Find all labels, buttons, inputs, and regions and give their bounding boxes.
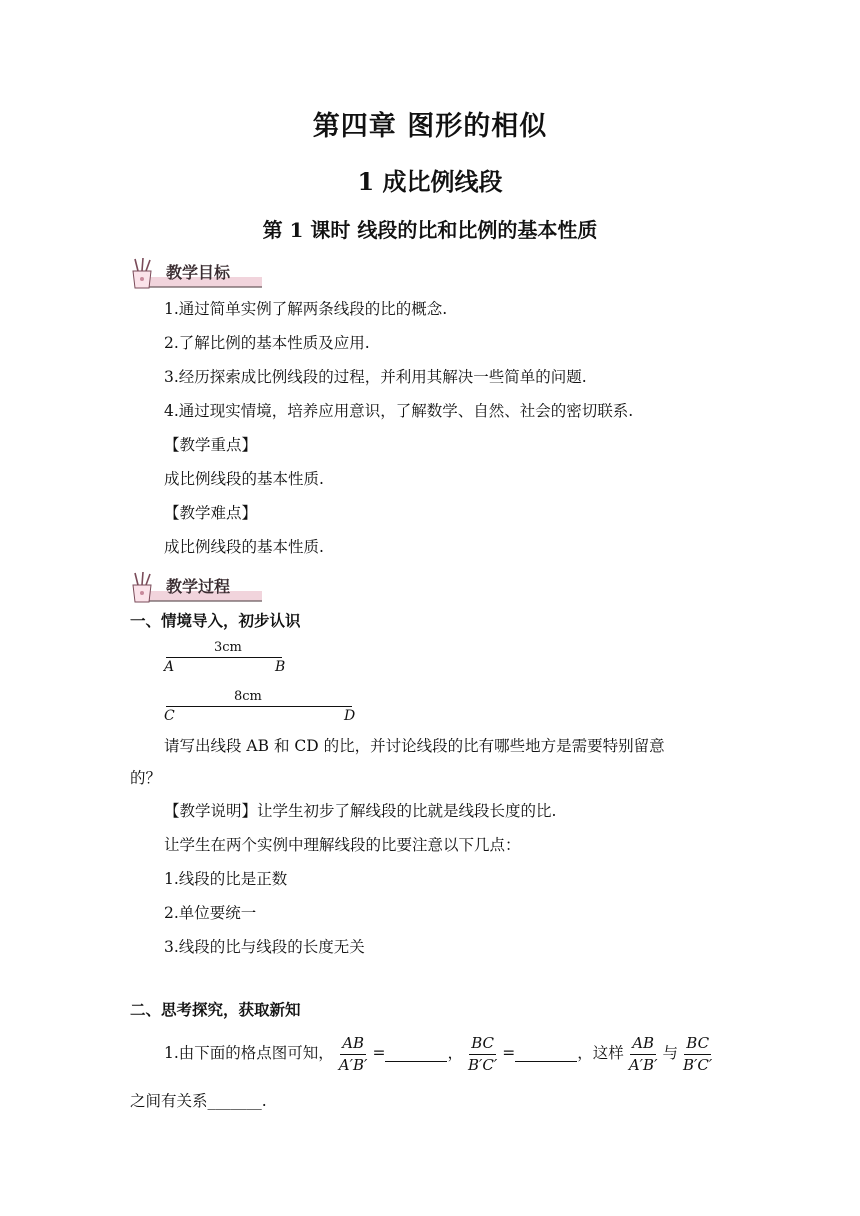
goals-banner <box>130 257 262 291</box>
q1-mid: ，这样 <box>577 1044 624 1063</box>
goal-item: 3.经历探索成比例线段的过程，并利用其解决一些简单的问题. <box>164 368 587 386</box>
section-title: 1 成比例线段 <box>357 167 503 196</box>
process-banner-label: 教学过程 <box>166 577 231 596</box>
question-text: 请写出线段 AB 和 CD 的比，并讨论线段的比有哪些地方是需要特别留意 <box>164 737 665 755</box>
fraction-ab-denominator: A′B′ <box>338 1055 368 1074</box>
segment-ab-line <box>166 657 282 658</box>
fraction-ab-numerator: AB <box>340 1036 366 1055</box>
fraction-ab <box>627 1033 660 1074</box>
question-1-cont: 之间有关系_______. <box>130 1092 267 1110</box>
q1-with: 与 <box>662 1044 678 1063</box>
equals-sign: = <box>372 1044 386 1063</box>
teaching-explanation: 【教学说明】让学生初步了解线段的比就是线段长度的比. <box>164 802 557 820</box>
question-text-cont: 的？ <box>130 769 162 787</box>
fraction-ab-numerator: AB <box>630 1036 656 1055</box>
note-item: 3.线段的比与线段的长度无关 <box>164 938 365 956</box>
fraction-bc-numerator: BC <box>684 1036 711 1055</box>
key-point: 成比例线段的基本性质. <box>164 470 324 488</box>
note-item: 1.线段的比是正数 <box>164 870 288 888</box>
q1-prefix: 1.由下面的格点图可知， <box>164 1044 334 1063</box>
part1-heading: 一、情境导入，初步认识 <box>130 611 301 630</box>
fraction-ab <box>337 1033 370 1074</box>
fraction-bc-numerator: BC <box>469 1036 496 1055</box>
answer-blank[interactable] <box>515 1047 577 1062</box>
goal-item: 1.通过简单实例了解两条线段的比的概念. <box>164 300 448 318</box>
fraction-bc-denominator: B′C′ <box>467 1055 498 1074</box>
process-banner <box>130 571 262 605</box>
part2-heading: 二、思考探究，获取新知 <box>130 1000 301 1019</box>
fraction-bc-denominator: B′C′ <box>683 1055 713 1074</box>
segment-ab-length: 3cm <box>214 640 242 655</box>
key-point-heading: 【教学重点】 <box>164 436 258 454</box>
goal-item: 2.了解比例的基本性质及应用. <box>164 334 370 352</box>
chapter-title: 第四章 图形的相似 <box>312 111 548 142</box>
point-d-label: D <box>344 708 356 724</box>
fraction-ab-denominator: A′B′ <box>628 1055 658 1074</box>
fraction-bc <box>466 1033 499 1074</box>
lesson-title: 第 1 课时 线段的比和比例的基本性质 <box>262 218 598 242</box>
point-a-label: A <box>164 659 175 675</box>
segment-cd-length: 8cm <box>234 689 262 704</box>
comma: ， <box>447 1044 463 1063</box>
point-b-label: B <box>275 659 286 675</box>
note-item: 2.单位要统一 <box>164 904 257 922</box>
segment-cd-line <box>166 706 352 707</box>
goals-banner-label: 教学目标 <box>166 263 231 282</box>
equals-sign: = <box>502 1044 516 1063</box>
difficulty: 成比例线段的基本性质. <box>164 538 324 556</box>
segment-ab-figure <box>164 640 294 676</box>
segment-cd-figure <box>164 689 364 725</box>
point-c-label: C <box>164 708 175 724</box>
answer-blank[interactable] <box>385 1047 447 1062</box>
difficulty-heading: 【教学难点】 <box>164 504 258 522</box>
question-1 <box>164 1034 717 1074</box>
teaching-explanation-2: 让学生在两个实例中理解线段的比要注意以下几点： <box>164 836 521 854</box>
fraction-bc <box>681 1033 714 1074</box>
goal-item: 4.通过现实情境，培养应用意识，了解数学、自然、社会的密切联系. <box>164 402 634 420</box>
